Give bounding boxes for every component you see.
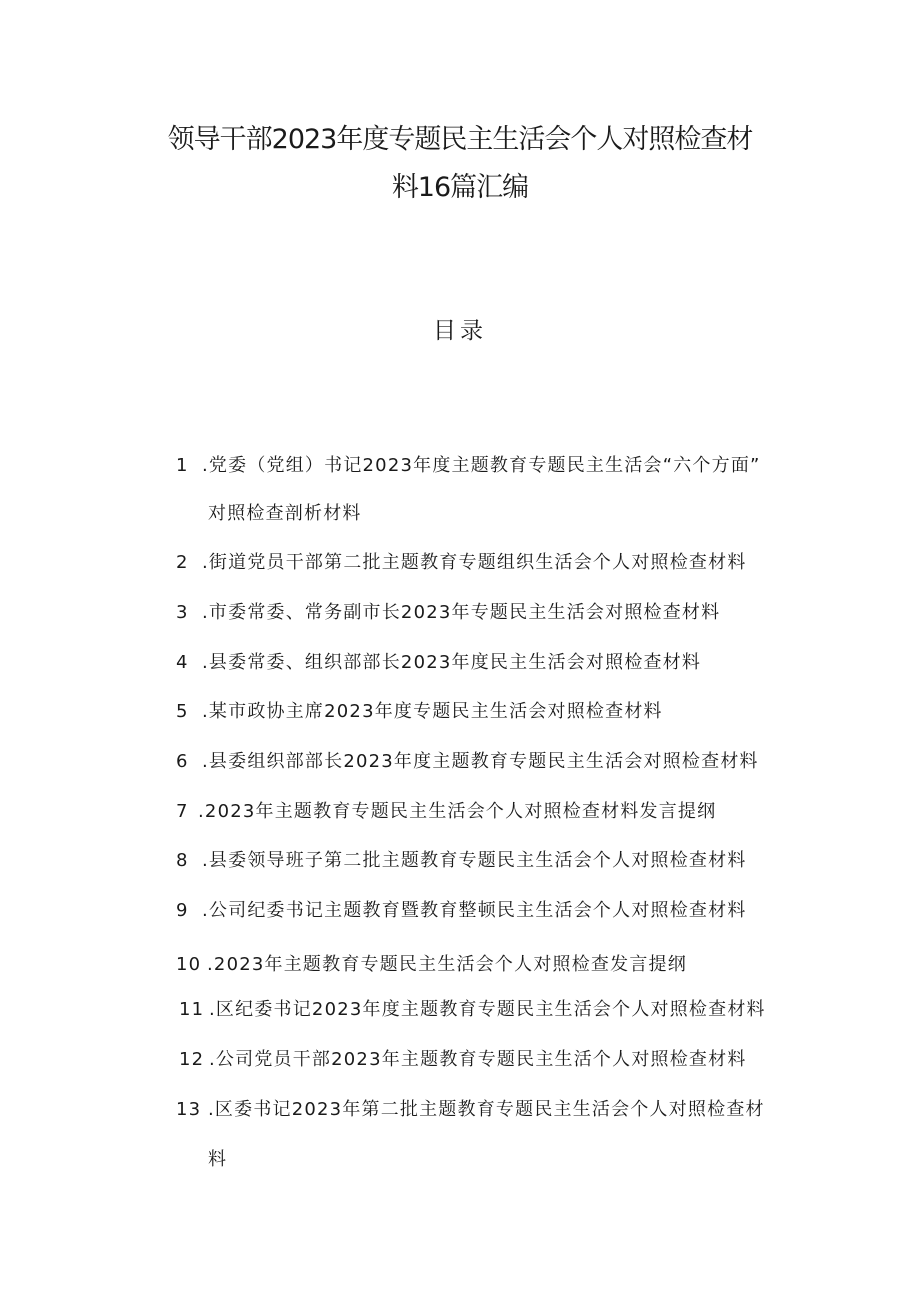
toc-entry-title: .区委书记2023年第二批主题教育专题民主生活会个人对照检查材 — [208, 1099, 765, 1120]
toc-entry-title: .2023年主题教育专题民主生活会个人对照检查发言提纲 — [207, 954, 687, 975]
toc-entry-title: .公司党员干部2023年主题教育专题民主生活个人对照检查材料 — [209, 1049, 747, 1070]
toc-entry-4[interactable] — [176, 648, 701, 674]
toc-entry-number: 2 — [176, 552, 189, 573]
toc-entry-1-continuation: 对照检查剖析材料 — [208, 503, 362, 524]
toc-entry-title: .市委常委、常务副市长2023年专题民主生活会对照检查材料 — [202, 602, 721, 623]
toc-entry-8[interactable] — [176, 846, 747, 872]
toc-entry-title: .县委常委、组织部部长2023年度民主生活会对照检查材料 — [202, 652, 702, 673]
document-title-line-2: 料16篇汇编 — [391, 172, 529, 203]
toc-entry-number: 6 — [176, 751, 189, 772]
toc-entry-title: .公司纪委书记主题教育暨教育整顿民主生活会个人对照检查材料 — [202, 900, 747, 921]
toc-entry-number: 1 — [176, 455, 189, 476]
toc-entry-7[interactable] — [176, 797, 716, 823]
toc-heading: 目录 — [433, 318, 487, 344]
toc-entry-title: .某市政协主席2023年度专题民主生活会对照检查材料 — [202, 701, 663, 722]
toc-entry-number: 9 — [176, 900, 189, 921]
toc-entry-5[interactable] — [176, 697, 663, 723]
toc-entry-13-continuation: 料 — [208, 1149, 228, 1170]
toc-entry-number: 4 — [176, 652, 189, 673]
toc-entry-title: .2023年主题教育专题民主生活会个人对照检查材料发言提纲 — [198, 801, 717, 822]
toc-entry-3[interactable] — [176, 598, 720, 624]
toc-entry-13[interactable] — [176, 1095, 765, 1121]
toc-entry-11[interactable] — [179, 995, 766, 1021]
toc-entry-10[interactable] — [176, 950, 687, 976]
toc-entry-number: 5 — [176, 701, 189, 722]
toc-entry-number: 12 — [179, 1049, 205, 1070]
toc-entry-2[interactable] — [176, 548, 747, 574]
toc-entry-9[interactable] — [176, 896, 747, 922]
toc-entry-title: .县委领导班子第二批主题教育专题民主生活会个人对照检查材料 — [202, 850, 747, 871]
toc-entry-number: 13 — [176, 1099, 202, 1120]
toc-entry-12[interactable] — [179, 1045, 747, 1071]
toc-entry-number: 7 — [176, 801, 189, 822]
toc-entry-title: .党委（党组）书记2023年度主题教育专题民主生活会“六个方面” — [202, 455, 761, 476]
toc-entry-title: .街道党员干部第二批主题教育专题组织生活会个人对照检查材料 — [202, 552, 747, 573]
document-title-line-1: 领导干部2023年度专题民主生活会个人对照检查材 — [167, 124, 753, 155]
toc-entry-number: 8 — [176, 850, 189, 871]
toc-entry-title: .区纪委书记2023年度主题教育专题民主生活会个人对照检查材料 — [209, 999, 766, 1020]
toc-entry-title: .县委组织部部长2023年度主题教育专题民主生活会对照检查材料 — [202, 751, 759, 772]
toc-entry-number: 11 — [179, 999, 205, 1020]
toc-entry-1[interactable] — [176, 451, 761, 477]
toc-entry-number: 3 — [176, 602, 189, 623]
toc-entry-number: 10 — [176, 954, 202, 975]
toc-entry-6[interactable] — [176, 747, 759, 773]
